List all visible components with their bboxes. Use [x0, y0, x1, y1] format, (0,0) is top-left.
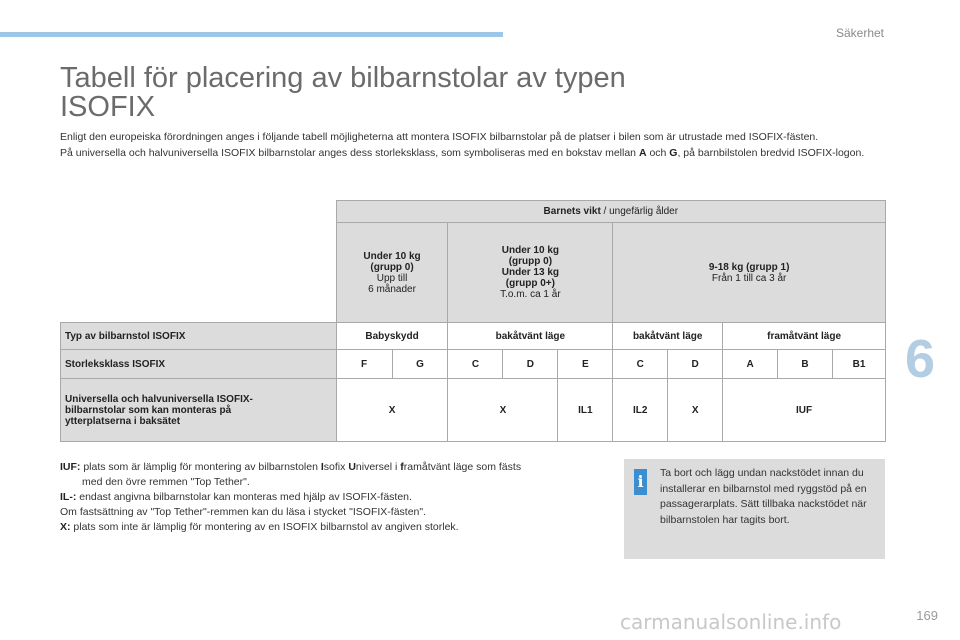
header-accent-bar — [0, 32, 503, 37]
group-0-line-2: 6 månader — [368, 283, 416, 295]
intro-p2-part-a: På universella och halvuniversella ISOFIX bilbarnstolar anges dess storleksklass, som symboliseras med en bokstav mellan — [60, 146, 639, 159]
universal-label-line-2: bilbarnstolar som kan monteras på — [65, 404, 232, 416]
footnote-iuf-letter-u: U — [348, 461, 356, 473]
size-cell-C1: C — [448, 350, 503, 379]
universal-cell-1: X — [448, 379, 558, 442]
universal-label-line-3: ytterplatserna i baksätet — [65, 415, 181, 427]
table-row-groups — [61, 223, 886, 323]
footnote-il-text: endast angivna bilbarnstolar kan monteras med hjälp av ISOFIX-fästen. — [76, 491, 412, 503]
footnote-il — [60, 490, 620, 505]
intro-text — [60, 130, 890, 161]
weight-header-bold: Barnets vikt — [543, 206, 601, 217]
universal-cell-3: IL2 — [613, 379, 668, 442]
group-1-bold-2: (grupp 0) — [508, 256, 553, 267]
chapter-number: 6 — [905, 329, 936, 389]
table-corner-blank-2 — [61, 223, 337, 323]
footnotes — [60, 460, 620, 535]
size-cell-A: A — [723, 350, 778, 379]
intro-paragraph-2 — [60, 146, 890, 162]
table-row-size-class — [61, 350, 886, 379]
size-cell-E: E — [558, 350, 613, 379]
page-title — [60, 64, 760, 122]
group-0-line-1: Upp till — [376, 272, 408, 284]
intro-p2-part-c: och — [646, 146, 670, 159]
weight-header-cell — [336, 201, 885, 223]
footnote-x-key: X: — [60, 521, 71, 533]
universal-cell-4: X — [668, 379, 723, 442]
footnote-iuf-key: IUF: — [60, 461, 81, 473]
group-2-line-1: Från 1 till ca 3 år — [711, 272, 787, 284]
intro-paragraph-1: Enligt den europeiska förordningen anges i följande tabell möjligheterna att montera ISOFIX bilbarnstolar på de platser i bilen som är utrustade med ISOFIX-fästen. — [60, 131, 819, 143]
info-box-text: Ta bort och lägg undan nackstödet innan du installerar en bilbarnstol med ryggstöd på en passagerarplats. Sätt tillbaka nackstödet när bilbarnstolen har tagits bort. — [660, 467, 867, 526]
universal-label-line-1: Universella och halvuniversella ISOFIX- — [65, 393, 253, 405]
group-0-bold-1: Under 10 kg — [363, 250, 421, 262]
info-box — [624, 459, 885, 559]
info-icon: i — [634, 469, 647, 495]
intro-p2-letter-a: A — [638, 146, 647, 159]
weight-header-rest: / ungefärlig ålder — [600, 206, 679, 217]
universal-cell-2: IL1 — [558, 379, 613, 442]
intro-p2-part-e: , på barnbilstolen bredvid ISOFIX-logon. — [677, 146, 865, 159]
seat-type-cell-2: bakåtvänt läge — [613, 323, 723, 350]
row-label-size-class: Storleksklass ISOFIX — [61, 350, 337, 379]
footnote-iuf-letter-i: I — [320, 461, 324, 473]
size-cell-B1: B1 — [832, 350, 885, 379]
group-cell-2 — [613, 223, 886, 323]
group-1-line-1: T.o.m. ca 1 år — [500, 289, 561, 300]
table-row-weight-header — [61, 201, 886, 223]
row-label-seat-type: Typ av bilbarnstol ISOFIX — [61, 323, 337, 350]
isofix-table — [60, 200, 886, 442]
page-title-line2: ISOFIX — [60, 91, 156, 123]
group-cell-0 — [336, 223, 448, 323]
footnote-iuf — [60, 460, 620, 475]
table-row-universal — [61, 379, 886, 442]
universal-cell-5: IUF — [723, 379, 886, 442]
group-cell-1 — [448, 223, 613, 323]
footnote-tether: Om fastsättning av "Top Tether"-remmen kan du läsa i stycket "ISOFIX-fästen". — [60, 506, 427, 518]
universal-cell-0: X — [336, 379, 448, 442]
size-cell-C2: C — [613, 350, 668, 379]
watermark: carmanualsonline.info — [620, 610, 842, 634]
seat-type-cell-1: bakåtvänt läge — [448, 323, 613, 350]
table-corner-blank — [61, 201, 337, 223]
footnote-x-text: plats som inte är lämplig för montering av en ISOFIX bilbarnstol av angiven storlek. — [70, 521, 459, 533]
footnote-iuf-line2: med den övre remmen "Top Tether". — [82, 476, 250, 488]
page-number: 169 — [916, 608, 938, 623]
footnote-iuf-text-2: sofix — [323, 461, 349, 473]
group-2-bold-1: 9-18 kg (grupp 1) — [708, 261, 790, 273]
group-1-bold-1: Under 10 kg — [501, 245, 559, 256]
size-cell-D2: D — [668, 350, 723, 379]
table-row-seat-type — [61, 323, 886, 350]
size-cell-G: G — [392, 350, 448, 379]
row-label-universal — [61, 379, 337, 442]
footnote-iuf-letter-f: f — [400, 461, 404, 473]
group-1-bold-3: Under 13 kg — [501, 267, 559, 278]
size-cell-B: B — [778, 350, 833, 379]
footnote-iuf-text-3: niversel i — [355, 461, 401, 473]
footnote-iuf-text-1: plats som är lämplig för montering av bilbarnstolen — [80, 461, 321, 473]
group-0-bold-2: (grupp 0) — [370, 261, 414, 273]
size-cell-D1: D — [503, 350, 558, 379]
group-1-bold-4: (grupp 0+) — [505, 278, 555, 289]
size-cell-F: F — [336, 350, 392, 379]
seat-type-cell-0: Babyskydd — [336, 323, 448, 350]
page-title-line1: Tabell för placering av bilbarnstolar av typen — [60, 62, 626, 94]
intro-p2-letter-g: G — [669, 146, 678, 159]
footnote-il-key: IL-: — [60, 491, 77, 503]
footnote-x — [60, 520, 620, 535]
section-label: Säkerhet — [835, 26, 884, 40]
seat-type-cell-3: framåtvänt läge — [723, 323, 886, 350]
footnote-iuf-text-4: ramåtvänt läge som fästs — [403, 461, 522, 473]
